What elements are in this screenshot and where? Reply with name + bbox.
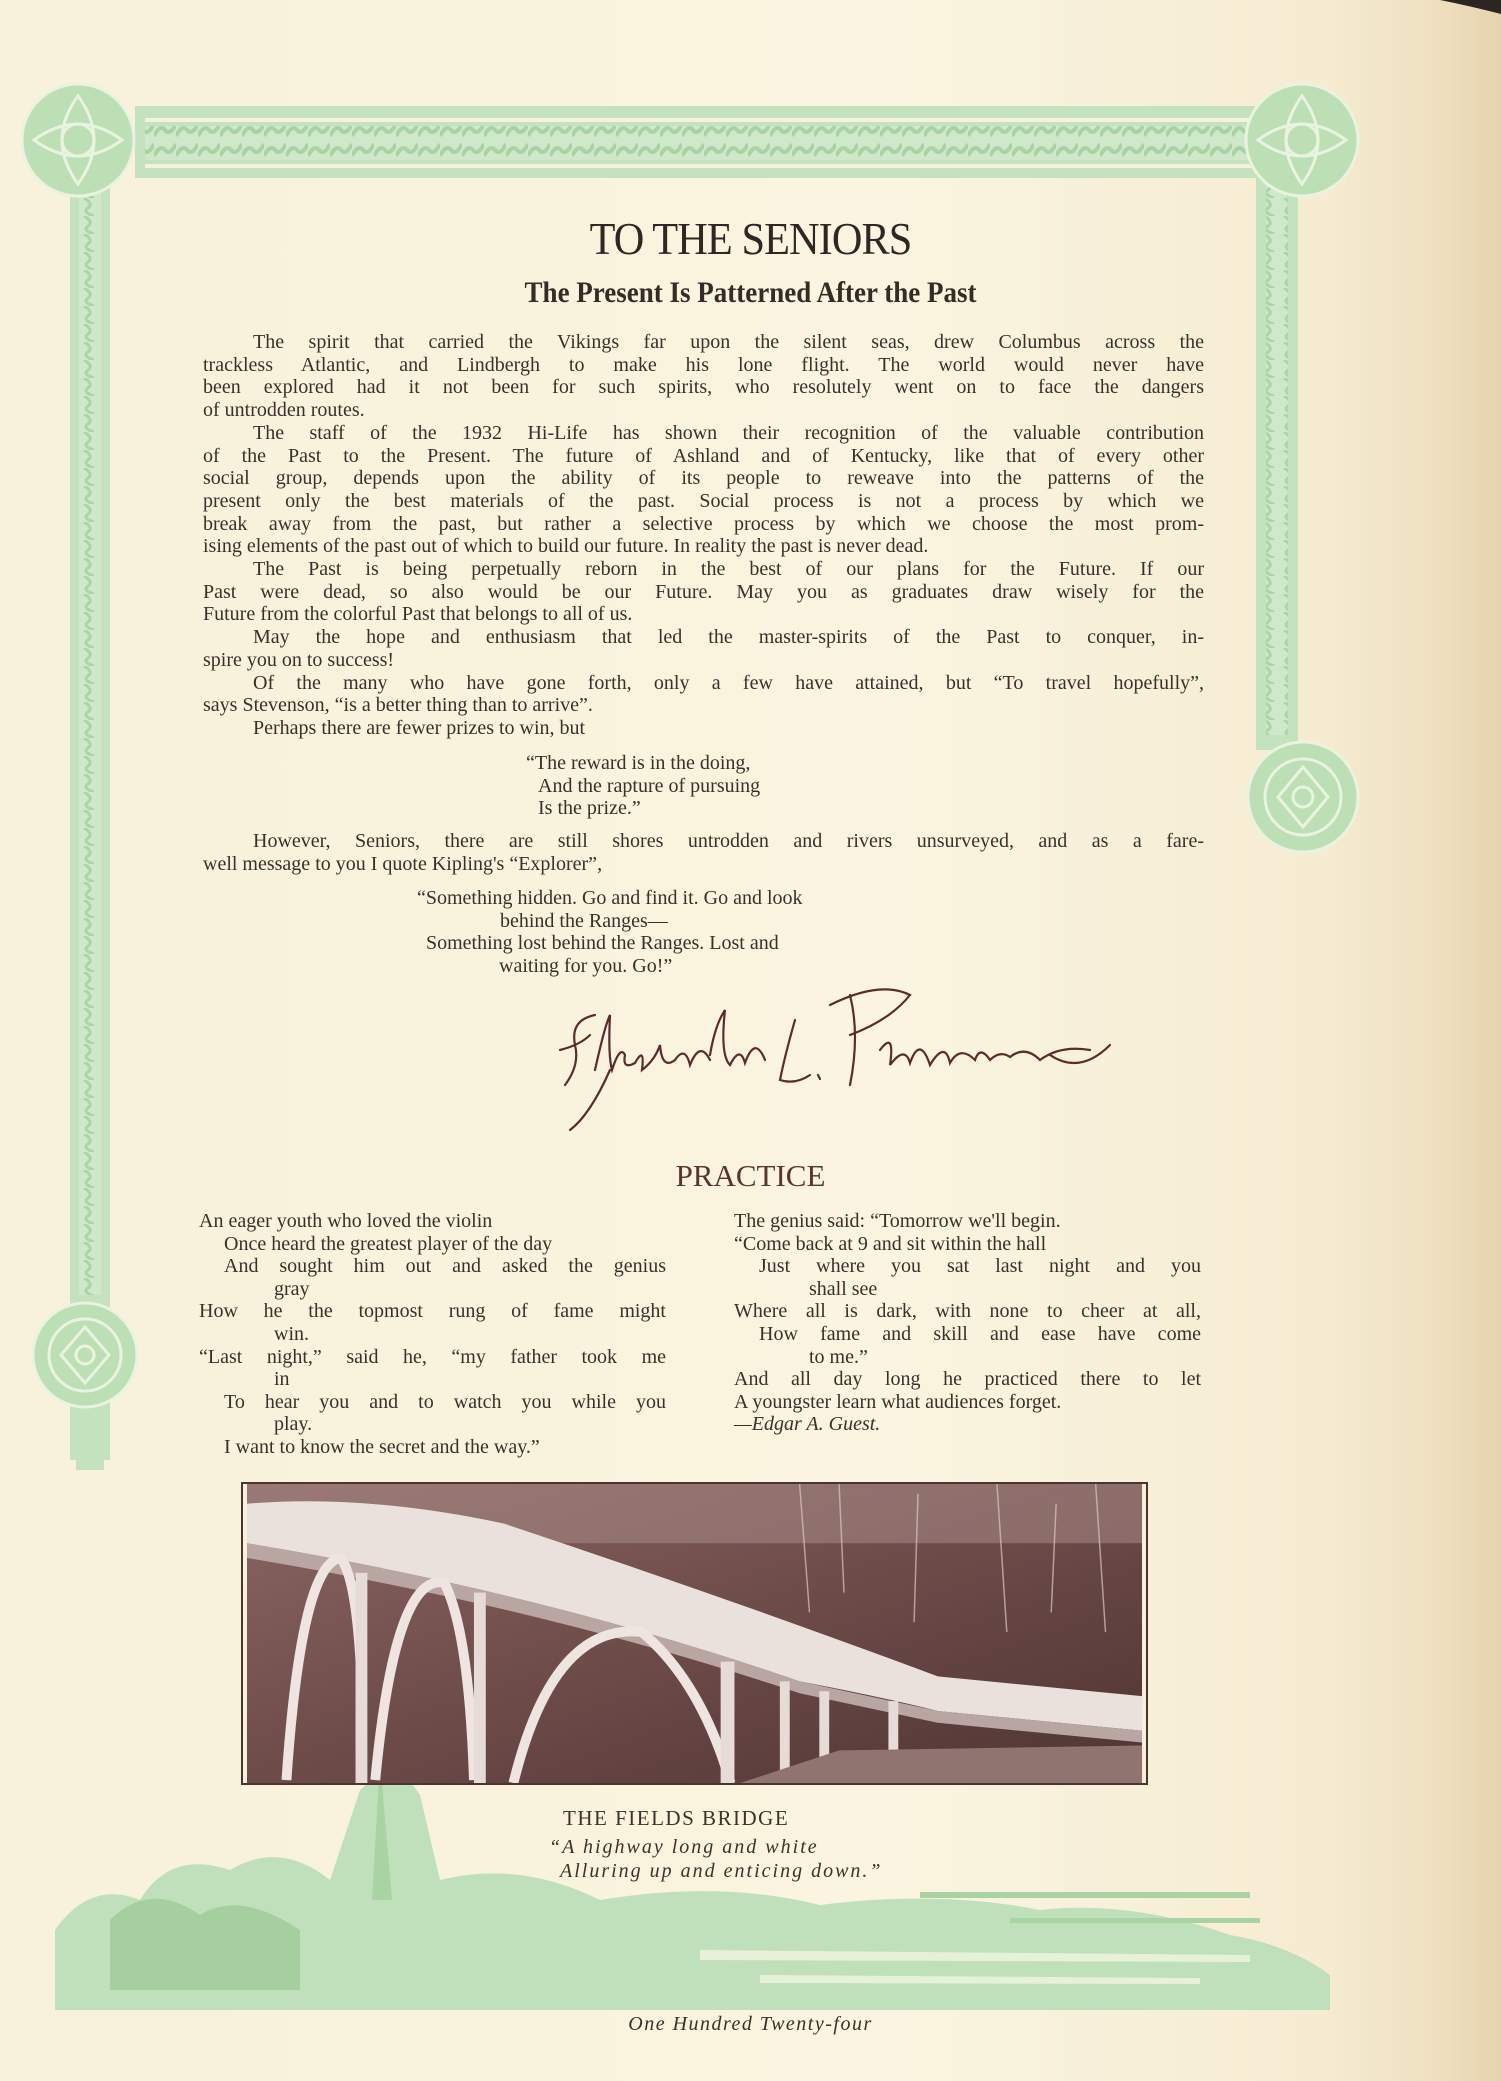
text-line: of untrodden routes. <box>203 399 365 422</box>
text-line: May the hope and enthusiasm that led the master-spirits of the Past to conquer, in- <box>253 626 1204 649</box>
poem-line: To hear you and to watch you while you <box>224 1390 666 1413</box>
poem-line: gray <box>274 1277 310 1300</box>
text-line: Past were dead, so also would be our Future. May you as graduates draw wisely for the <box>203 580 1204 603</box>
poem-title: PRACTICE <box>675 1158 826 1193</box>
quote-kipling <box>417 887 803 978</box>
quote-line: “The reward is in the doing, <box>526 752 751 774</box>
quote-line: Something lost behind the Ranges. Lost and <box>426 932 779 955</box>
quote-line: “Something hidden. Go and find it. Go and look <box>417 887 803 909</box>
paragraph <box>203 717 1204 740</box>
poem-line: Just where you sat last night and you <box>759 1255 1201 1278</box>
poem-line: I want to know the secret and the way.” <box>224 1435 540 1458</box>
quote-line: Is the prize.” <box>538 797 641 820</box>
medallion-right <box>1248 742 1358 852</box>
text-line: break away from the past, but rather a selective process by which we choose the most prom- <box>203 512 1204 535</box>
page-corner-shadow <box>1440 0 1501 14</box>
poem-line: “Come back at 9 and sit within the hall <box>734 1232 1047 1255</box>
paragraph <box>203 558 1204 626</box>
poem-line: shall see <box>809 1277 878 1300</box>
poem-line: to me.” <box>809 1345 868 1368</box>
quote-line: waiting for you. Go!” <box>499 955 673 978</box>
bottom-landscape-illustration <box>55 1760 1330 2010</box>
corner-ornament-left <box>22 84 134 196</box>
text-line: Of the many who have gone forth, only a few have attained, but “To travel hopefully”, <box>253 671 1204 694</box>
corner-ornament-right <box>1246 84 1358 196</box>
text-line: says Stevenson, “is a better thing than to arrive”. <box>203 694 593 717</box>
poem-line: A youngster learn what audiences forget. <box>734 1390 1062 1413</box>
top-border-band <box>135 106 1265 178</box>
photo-caption-quote-line: Alluring up and enticing down.” <box>560 1860 883 1882</box>
text-line: ising elements of the past out of which to build our future. In reality the past is never dead. <box>203 535 929 558</box>
paragraph <box>203 331 1204 422</box>
text-line: spire you on to success! <box>203 648 395 671</box>
text-line: of the Past to the Present. The future of Ashland and of Kentucky, like that of every other <box>203 444 1204 467</box>
poem-line: Where all is dark, with none to cheer at all, <box>734 1300 1201 1323</box>
quote-reward <box>526 752 760 820</box>
text-line: trackless Atlantic, and Lindbergh to make his lone flight. The world would never have <box>203 353 1204 376</box>
text-line: The spirit that carried the Vikings far upon the silent seas, drew Columbus across the <box>253 331 1204 353</box>
paragraph <box>203 422 1204 558</box>
poem-right-column <box>734 1210 1201 1436</box>
page-number: One Hundred Twenty-four <box>628 2013 873 2035</box>
page-subtitle: The Present Is Patterned After the Past <box>524 276 977 309</box>
text-line: Perhaps there are fewer prizes to win, but <box>253 716 586 739</box>
poem-attribution: —Edgar A. Guest. <box>734 1413 881 1436</box>
poem-left-column <box>199 1210 666 1459</box>
poem-line: win. <box>274 1322 309 1345</box>
poem-line: And all day long he practiced there to let <box>734 1368 1201 1391</box>
poem-line: An eager youth who loved the violin <box>199 1210 493 1232</box>
letter-body <box>203 331 1204 740</box>
farewell-paragraph <box>203 830 1204 875</box>
text-line: The staff of the 1932 Hi-Life has shown their recognition of the valuable contribution <box>253 421 1204 444</box>
text-line: The Past is being perpetually reborn in the best of our plans for the Future. If our <box>253 558 1204 581</box>
poem-line: Once heard the greatest player of the day <box>224 1232 553 1255</box>
poem-line: How fame and skill and ease have come <box>759 1322 1201 1345</box>
paragraph <box>203 672 1204 717</box>
poem-line: play. <box>274 1413 313 1436</box>
medallion-left <box>33 1303 137 1407</box>
text-line: well message to you I quote Kipling's “Explorer”, <box>203 852 603 875</box>
text-line: been explored had it not been for such spirits, who resolutely went on to face the dangers <box>203 376 1204 399</box>
poem-line: How he the topmost rung of fame might <box>199 1300 666 1323</box>
poem-line: The genius said: “Tomorrow we'll begin. <box>734 1210 1061 1232</box>
left-border-column <box>70 170 110 1470</box>
page-title: TO THE SENIORS <box>589 213 912 264</box>
text-line: social group, depends upon the ability of its people to reweave into the patterns of the <box>203 467 1204 490</box>
signature <box>550 975 1150 1145</box>
poem-line: “Last night,” said he, “my father took me <box>199 1345 666 1368</box>
quote-line: behind the Ranges— <box>500 909 668 932</box>
paragraph <box>203 626 1204 671</box>
quote-line: And the rapture of pursuing <box>538 774 761 797</box>
text-line: Future from the colorful Past that belongs to all of us. <box>203 603 633 626</box>
poem-line: And sought him out and asked the genius <box>224 1255 666 1278</box>
text-line: present only the best materials of the past. Social process is not a process by which we <box>203 489 1204 512</box>
photo-caption-quote-line: “A highway long and white <box>549 1836 819 1858</box>
bridge-photo <box>241 1482 1148 1785</box>
photo-caption-title: THE FIELDS BRIDGE <box>563 1806 790 1830</box>
text-line: However, Seniors, there are still shores untrodden and rivers unsurveyed, and as a fare- <box>253 830 1204 852</box>
poem-line: in <box>274 1368 290 1391</box>
